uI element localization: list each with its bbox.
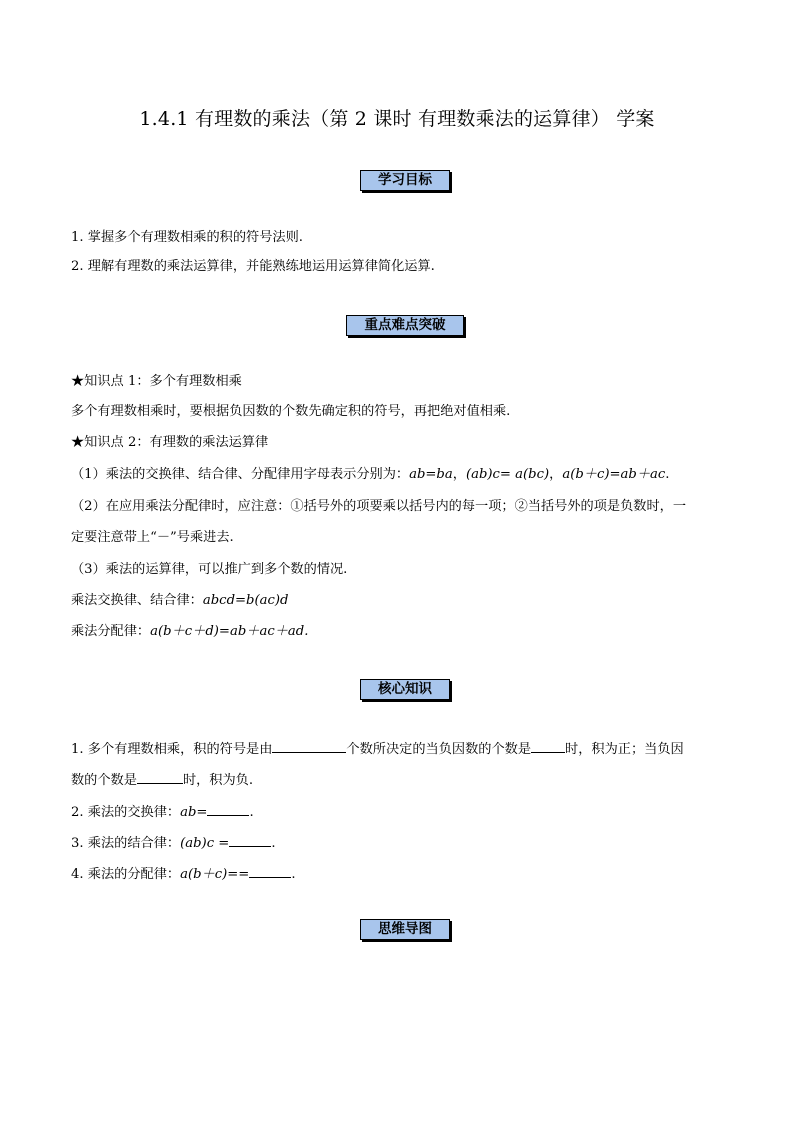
para-5-label: 乘法分配律： xyxy=(71,624,151,639)
core-item-1a xyxy=(71,738,731,759)
knowledge-point-2-para-1 xyxy=(71,466,731,484)
core-1-text-d: 数的个数是 xyxy=(71,773,137,788)
core-2-formula: ab= xyxy=(180,805,208,820)
core-4-label: 4. 乘法的分配律： xyxy=(71,867,181,882)
core-3-formula: (ab)c = xyxy=(180,836,230,851)
core-2-label: 2. 乘法的交换律： xyxy=(71,805,181,820)
knowledge-point-2-title: ★知识点 2：有理数的乘法运算律 xyxy=(71,435,269,450)
formula-commutative: ab=ba xyxy=(409,467,453,482)
knowledge-point-1-body: 多个有理数相乘时，要根据负因数的个数先确定积的符号，再把绝对值相乘. xyxy=(71,404,511,419)
objective-1: 1. 掌握多个有理数相乘的积的符号法则. xyxy=(71,230,303,245)
core-4-formula: a(b＋c)== xyxy=(180,867,250,882)
formula-associative: (ab)c= a(bc) xyxy=(465,467,550,482)
period: . xyxy=(249,805,254,820)
knowledge-point-2-para-4 xyxy=(71,592,731,610)
period: . xyxy=(271,836,276,851)
formula-extended-distributive: a(b＋c＋d)=ab＋ac＋ad. xyxy=(150,624,309,639)
para-4-label: 乘法交换律、结合律： xyxy=(71,593,203,608)
page-title: 1.4.1 有理数的乘法（第 2 课时 有理数乘法的运算律） 学案 xyxy=(139,108,655,130)
section-header-mindmap: 思维导图 xyxy=(360,919,450,940)
core-1-text-b: 个数所决定的当负因数的个数是 xyxy=(346,742,532,757)
para-1-text: （1）乘法的交换律、结合律、分配律用字母表示分别为： xyxy=(71,467,410,482)
fill-blank[interactable] xyxy=(137,769,183,784)
knowledge-point-2-para-2a: （2）在应用乘法分配律时，应注意：①括号外的项要乘以括号内的每一项；②当括号外的项是负数时，一 xyxy=(71,499,687,514)
period: . xyxy=(665,467,670,482)
fill-blank[interactable] xyxy=(207,801,249,816)
section-header-core: 核心知识 xyxy=(360,679,450,700)
fill-blank[interactable] xyxy=(272,738,346,753)
knowledge-point-2-para-2b: 定要注意带上“－”号乘进去. xyxy=(71,530,234,545)
core-1-text-a: 1. 多个有理数相乘，积的符号是由 xyxy=(71,742,273,757)
core-item-2 xyxy=(71,801,731,822)
formula-extended-associative: abcd=b(ac)d xyxy=(202,593,289,608)
section-header-key-points: 重点难点突破 xyxy=(346,315,464,336)
core-item-4 xyxy=(71,863,731,884)
separator: ， xyxy=(452,467,466,482)
core-1-text-c: 时，积为正；当负因 xyxy=(565,742,684,757)
section-header-objectives: 学习目标 xyxy=(360,170,450,191)
period: . xyxy=(291,867,296,882)
core-item-3 xyxy=(71,832,731,853)
core-item-1b xyxy=(71,769,731,790)
formula-distributive: a(b＋c)=ab＋ac xyxy=(562,467,666,482)
knowledge-point-1-title: ★知识点 1：多个有理数相乘 xyxy=(71,374,242,389)
knowledge-point-2-para-3: （3）乘法的运算律，可以推广到多个数的情况. xyxy=(71,562,348,577)
objective-2: 2. 理解有理数的乘法运算律，并能熟练地运用运算律简化运算. xyxy=(71,259,435,274)
separator: ， xyxy=(549,467,563,482)
fill-blank[interactable] xyxy=(531,738,565,753)
fill-blank[interactable] xyxy=(249,863,291,878)
knowledge-point-2-para-5 xyxy=(71,623,731,641)
core-3-label: 3. 乘法的结合律： xyxy=(71,836,181,851)
fill-blank[interactable] xyxy=(229,832,271,847)
core-1-text-e: 时，积为负. xyxy=(182,773,254,788)
